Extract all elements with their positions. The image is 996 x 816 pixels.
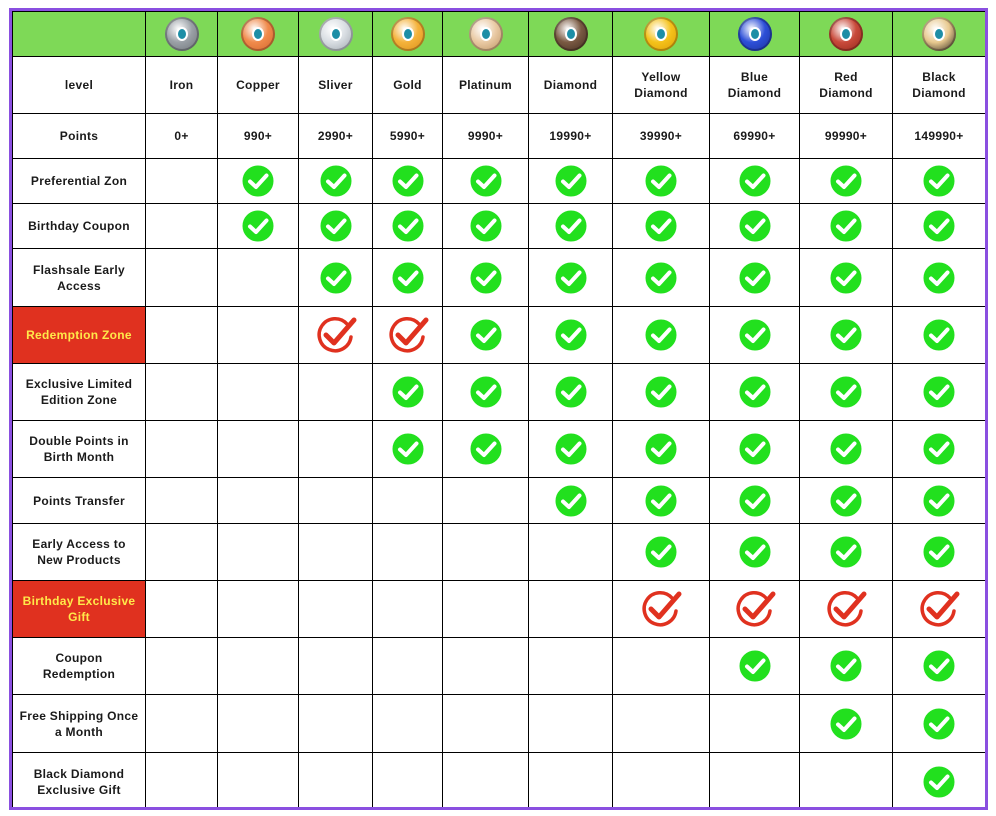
- benefit-row: [13, 204, 986, 249]
- benefit-cell: [443, 364, 529, 421]
- benefit-cell: [146, 364, 218, 421]
- green-check-icon: [829, 209, 863, 243]
- tier-medal-icon: [554, 17, 588, 51]
- benefit-cell: [218, 581, 299, 638]
- benefit-cell: [373, 421, 443, 478]
- benefit-cell: [893, 753, 986, 811]
- benefit-cell: [529, 695, 613, 753]
- badge-row: [13, 12, 986, 57]
- green-check-icon: [241, 164, 275, 198]
- benefit-cell: [146, 753, 218, 811]
- badge-cell: [529, 12, 613, 57]
- benefit-cell: [710, 364, 800, 421]
- benefit-cell: [299, 204, 373, 249]
- level-points: 2990+: [299, 114, 373, 159]
- benefit-cell: [800, 478, 893, 524]
- benefit-cell: [613, 581, 710, 638]
- benefit-cell: [710, 524, 800, 581]
- level-points: 5990+: [373, 114, 443, 159]
- green-check-icon: [469, 209, 503, 243]
- green-check-icon: [391, 432, 425, 466]
- tier-medal-icon: [922, 17, 956, 51]
- tier-medal-icon: [469, 17, 503, 51]
- green-check-icon: [738, 375, 772, 409]
- membership-benefits-frame: [9, 8, 988, 810]
- benefit-row: [13, 307, 986, 364]
- green-check-icon: [644, 375, 678, 409]
- benefit-cell: [218, 478, 299, 524]
- benefit-cell: [710, 204, 800, 249]
- green-check-icon: [391, 261, 425, 295]
- benefit-cell: [800, 695, 893, 753]
- benefit-cell: [800, 204, 893, 249]
- benefit-cell: [373, 249, 443, 307]
- benefit-cell: [529, 581, 613, 638]
- corner-cell: [13, 12, 146, 57]
- green-check-icon: [469, 164, 503, 198]
- benefit-cell: [893, 695, 986, 753]
- green-check-icon: [738, 484, 772, 518]
- green-check-icon: [829, 375, 863, 409]
- badge-cell: [373, 12, 443, 57]
- benefit-cell: [299, 478, 373, 524]
- benefit-label: Redemption Zone: [13, 307, 146, 364]
- benefit-cell: [218, 364, 299, 421]
- benefit-cell: [443, 421, 529, 478]
- benefit-label: Coupon Redemption: [13, 638, 146, 695]
- green-check-icon: [644, 209, 678, 243]
- points-row: [13, 114, 986, 159]
- green-check-icon: [554, 318, 588, 352]
- benefit-cell: [710, 638, 800, 695]
- benefit-cell: [443, 753, 529, 811]
- tier-medal-icon: [319, 17, 353, 51]
- benefit-cell: [443, 581, 529, 638]
- green-check-icon: [391, 375, 425, 409]
- benefit-cell: [443, 478, 529, 524]
- benefit-cell: [893, 307, 986, 364]
- badge-cell: [710, 12, 800, 57]
- benefit-cell: [218, 638, 299, 695]
- green-check-icon: [738, 164, 772, 198]
- benefit-cell: [800, 364, 893, 421]
- level-name: Red Diamond: [800, 57, 893, 114]
- benefit-row: [13, 753, 986, 811]
- benefit-cell: [373, 204, 443, 249]
- green-check-icon: [554, 484, 588, 518]
- benefit-cell: [800, 249, 893, 307]
- green-check-icon: [738, 432, 772, 466]
- benefit-cell: [710, 159, 800, 204]
- benefit-cell: [710, 249, 800, 307]
- level-name: Sliver: [299, 57, 373, 114]
- green-check-icon: [922, 261, 956, 295]
- benefit-cell: [146, 421, 218, 478]
- benefit-cell: [299, 638, 373, 695]
- benefit-cell: [373, 159, 443, 204]
- benefit-cell: [613, 524, 710, 581]
- level-name: Iron: [146, 57, 218, 114]
- level-label: level: [13, 57, 146, 114]
- green-check-icon: [738, 535, 772, 569]
- benefit-label: Early Access to New Products: [13, 524, 146, 581]
- benefit-cell: [893, 581, 986, 638]
- benefit-cell: [373, 581, 443, 638]
- benefit-cell: [893, 159, 986, 204]
- green-check-icon: [554, 375, 588, 409]
- benefit-cell: [893, 364, 986, 421]
- badge-cell: [146, 12, 218, 57]
- benefit-cell: [146, 581, 218, 638]
- tier-medal-icon: [391, 17, 425, 51]
- green-check-icon: [922, 765, 956, 799]
- green-check-icon: [554, 164, 588, 198]
- benefit-label: Flashsale Early Access: [13, 249, 146, 307]
- red-check-icon: [314, 315, 358, 355]
- benefit-cell: [443, 695, 529, 753]
- benefit-cell: [800, 524, 893, 581]
- green-check-icon: [922, 649, 956, 683]
- benefit-cell: [613, 204, 710, 249]
- benefit-cell: [529, 159, 613, 204]
- level-row: [13, 57, 986, 114]
- benefit-cell: [710, 307, 800, 364]
- red-check-icon: [824, 589, 868, 629]
- level-name: Gold: [373, 57, 443, 114]
- benefit-cell: [443, 249, 529, 307]
- green-check-icon: [644, 484, 678, 518]
- benefit-cell: [373, 695, 443, 753]
- level-points: 149990+: [893, 114, 986, 159]
- benefit-label: Double Points in Birth Month: [13, 421, 146, 478]
- tier-medal-icon: [644, 17, 678, 51]
- benefit-cell: [218, 421, 299, 478]
- green-check-icon: [922, 432, 956, 466]
- benefit-cell: [529, 524, 613, 581]
- green-check-icon: [644, 261, 678, 295]
- green-check-icon: [644, 164, 678, 198]
- benefit-cell: [218, 753, 299, 811]
- benefit-cell: [443, 307, 529, 364]
- green-check-icon: [922, 209, 956, 243]
- benefit-cell: [443, 204, 529, 249]
- benefit-cell: [146, 524, 218, 581]
- benefit-cell: [529, 307, 613, 364]
- benefit-cell: [800, 753, 893, 811]
- green-check-icon: [829, 432, 863, 466]
- benefit-cell: [299, 581, 373, 638]
- green-check-icon: [554, 432, 588, 466]
- level-name: Copper: [218, 57, 299, 114]
- tier-medal-icon: [829, 17, 863, 51]
- benefit-cell: [529, 421, 613, 478]
- benefit-cell: [218, 695, 299, 753]
- benefit-cell: [299, 524, 373, 581]
- badge-cell: [218, 12, 299, 57]
- benefit-row: [13, 581, 986, 638]
- benefit-cell: [613, 695, 710, 753]
- level-name: Black Diamond: [893, 57, 986, 114]
- tier-medal-icon: [738, 17, 772, 51]
- benefit-cell: [443, 159, 529, 204]
- level-points: 9990+: [443, 114, 529, 159]
- green-check-icon: [391, 209, 425, 243]
- benefit-cell: [443, 638, 529, 695]
- green-check-icon: [738, 318, 772, 352]
- benefit-cell: [529, 478, 613, 524]
- benefit-cell: [800, 421, 893, 478]
- benefit-cell: [613, 478, 710, 524]
- benefit-row: [13, 364, 986, 421]
- green-check-icon: [469, 375, 503, 409]
- benefit-label: Free Shipping Once a Month: [13, 695, 146, 753]
- benefit-label: Preferential Zon: [13, 159, 146, 204]
- benefit-row: [13, 421, 986, 478]
- tier-medal-icon: [241, 17, 275, 51]
- green-check-icon: [922, 535, 956, 569]
- green-check-icon: [319, 261, 353, 295]
- benefit-cell: [373, 524, 443, 581]
- benefit-cell: [299, 753, 373, 811]
- green-check-icon: [922, 707, 956, 741]
- benefit-cell: [373, 638, 443, 695]
- benefit-cell: [613, 307, 710, 364]
- level-name: Platinum: [443, 57, 529, 114]
- benefit-cell: [529, 638, 613, 695]
- badge-cell: [443, 12, 529, 57]
- benefit-cell: [529, 249, 613, 307]
- benefit-cell: [299, 249, 373, 307]
- benefit-cell: [299, 364, 373, 421]
- badge-cell: [613, 12, 710, 57]
- green-check-icon: [469, 432, 503, 466]
- benefit-cell: [893, 204, 986, 249]
- level-points: 69990+: [710, 114, 800, 159]
- level-name: Yellow Diamond: [613, 57, 710, 114]
- green-check-icon: [469, 318, 503, 352]
- green-check-icon: [829, 261, 863, 295]
- benefit-cell: [146, 307, 218, 364]
- green-check-icon: [554, 261, 588, 295]
- benefit-cell: [299, 159, 373, 204]
- green-check-icon: [469, 261, 503, 295]
- benefit-row: [13, 159, 986, 204]
- green-check-icon: [241, 209, 275, 243]
- benefit-row: [13, 249, 986, 307]
- benefit-cell: [893, 524, 986, 581]
- benefit-cell: [146, 249, 218, 307]
- benefit-row: [13, 695, 986, 753]
- green-check-icon: [922, 318, 956, 352]
- benefit-label: Black Diamond Exclusive Gift: [13, 753, 146, 811]
- level-name: Diamond: [529, 57, 613, 114]
- points-label: Points: [13, 114, 146, 159]
- green-check-icon: [829, 649, 863, 683]
- green-check-icon: [554, 209, 588, 243]
- green-check-icon: [738, 649, 772, 683]
- benefit-cell: [373, 753, 443, 811]
- benefit-cell: [529, 753, 613, 811]
- green-check-icon: [829, 535, 863, 569]
- benefit-cell: [373, 478, 443, 524]
- red-check-icon: [386, 315, 430, 355]
- green-check-icon: [319, 164, 353, 198]
- benefit-cell: [146, 159, 218, 204]
- benefit-cell: [218, 524, 299, 581]
- green-check-icon: [319, 209, 353, 243]
- benefit-cell: [893, 478, 986, 524]
- red-check-icon: [639, 589, 683, 629]
- benefit-cell: [218, 307, 299, 364]
- benefit-label: Birthday Coupon: [13, 204, 146, 249]
- benefit-cell: [613, 638, 710, 695]
- benefit-cell: [218, 204, 299, 249]
- green-check-icon: [829, 484, 863, 518]
- benefit-cell: [613, 421, 710, 478]
- green-check-icon: [922, 484, 956, 518]
- green-check-icon: [829, 707, 863, 741]
- green-check-icon: [391, 164, 425, 198]
- benefit-cell: [613, 753, 710, 811]
- benefit-cell: [710, 581, 800, 638]
- benefit-cell: [299, 695, 373, 753]
- benefit-cell: [529, 364, 613, 421]
- red-check-icon: [733, 589, 777, 629]
- green-check-icon: [738, 209, 772, 243]
- level-points: 39990+: [613, 114, 710, 159]
- benefit-cell: [613, 159, 710, 204]
- benefit-cell: [146, 695, 218, 753]
- badge-cell: [800, 12, 893, 57]
- benefit-cell: [710, 421, 800, 478]
- benefit-cell: [373, 364, 443, 421]
- benefit-cell: [146, 478, 218, 524]
- green-check-icon: [829, 318, 863, 352]
- benefit-label: Exclusive Limited Edition Zone: [13, 364, 146, 421]
- benefit-row: [13, 478, 986, 524]
- tier-medal-icon: [165, 17, 199, 51]
- benefit-label: Points Transfer: [13, 478, 146, 524]
- level-name: Blue Diamond: [710, 57, 800, 114]
- benefit-cell: [710, 695, 800, 753]
- level-points: 0+: [146, 114, 218, 159]
- level-points: 99990+: [800, 114, 893, 159]
- benefit-row: [13, 524, 986, 581]
- green-check-icon: [922, 164, 956, 198]
- benefit-cell: [443, 524, 529, 581]
- benefit-cell: [218, 159, 299, 204]
- membership-benefits-table: [12, 11, 986, 810]
- benefit-cell: [299, 421, 373, 478]
- benefit-cell: [613, 364, 710, 421]
- green-check-icon: [644, 535, 678, 569]
- benefit-cell: [710, 753, 800, 811]
- badge-cell: [893, 12, 986, 57]
- benefit-cell: [800, 638, 893, 695]
- green-check-icon: [644, 318, 678, 352]
- benefit-cell: [146, 204, 218, 249]
- benefit-cell: [893, 421, 986, 478]
- badge-cell: [299, 12, 373, 57]
- benefit-cell: [529, 204, 613, 249]
- green-check-icon: [922, 375, 956, 409]
- benefit-cell: [218, 249, 299, 307]
- level-points: 990+: [218, 114, 299, 159]
- red-check-icon: [917, 589, 961, 629]
- benefit-cell: [373, 307, 443, 364]
- benefit-cell: [299, 307, 373, 364]
- benefit-cell: [893, 249, 986, 307]
- level-points: 19990+: [529, 114, 613, 159]
- green-check-icon: [644, 432, 678, 466]
- benefit-cell: [710, 478, 800, 524]
- benefit-cell: [800, 159, 893, 204]
- benefit-cell: [800, 581, 893, 638]
- green-check-icon: [738, 261, 772, 295]
- benefit-label: Birthday Exclusive Gift: [13, 581, 146, 638]
- green-check-icon: [829, 164, 863, 198]
- benefit-cell: [613, 249, 710, 307]
- benefit-cell: [146, 638, 218, 695]
- benefit-cell: [893, 638, 986, 695]
- benefit-cell: [800, 307, 893, 364]
- benefit-row: [13, 638, 986, 695]
